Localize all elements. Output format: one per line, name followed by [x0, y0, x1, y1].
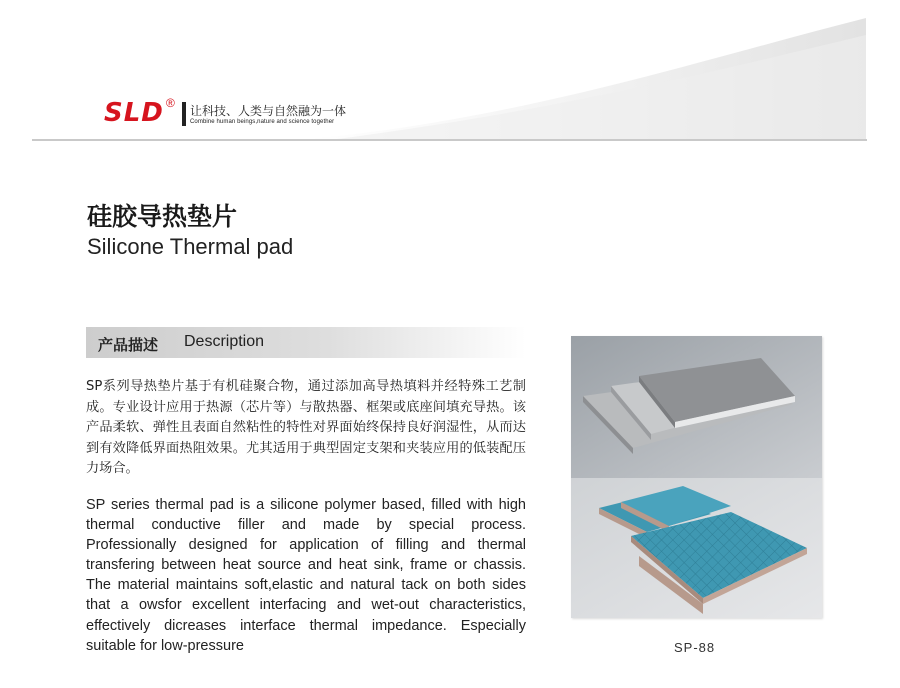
product-title-chinese: 硅胶导热垫片	[87, 202, 238, 231]
slogan-chinese: 让科技、人类与自然融为一体	[190, 104, 347, 118]
description-section-header	[86, 327, 526, 358]
slogan-english: Combine human beings,nature and science together	[190, 119, 335, 125]
product-title-english: Silicone Thermal pad	[87, 234, 294, 259]
description-english: SP series thermal pad is a silicone polymer based, filled with high thermal conductive filler and made by special process. Professionally designed for application of filling and thermal transfering between heat source and heat sink, frame or chassis. The material maintains soft,elastic and natural tack on both sides that a owsfor excellent interfacing and wet-out characteristics, effectively dicreases interface thermal impedance. Especially suitable for low-pressure	[86, 497, 526, 654]
section-title-english: Description	[184, 333, 265, 350]
header-divider	[32, 139, 867, 141]
registered-mark: ®	[166, 96, 175, 110]
logo-mark: SLD	[104, 98, 164, 128]
section-title-chinese: 产品描述	[98, 336, 159, 354]
logo-separator	[182, 102, 186, 126]
description-chinese: SP系列导热垫片基于有机硅聚合物，通过添加高导热填料并经特殊工艺制成。专业设计应用于热源（芯片等）与散热器、框架或底座间填充导热。该产品柔软、弹性且表面自然粘性的特性对界面始终保持良好润湿性，从而达到有效降低界面热阻效果。尤其适用于典型固定支架和夹装应用的低装配压力场合。	[86, 379, 526, 477]
product-photo	[571, 336, 822, 618]
product-model-label: SP-88	[674, 640, 716, 655]
